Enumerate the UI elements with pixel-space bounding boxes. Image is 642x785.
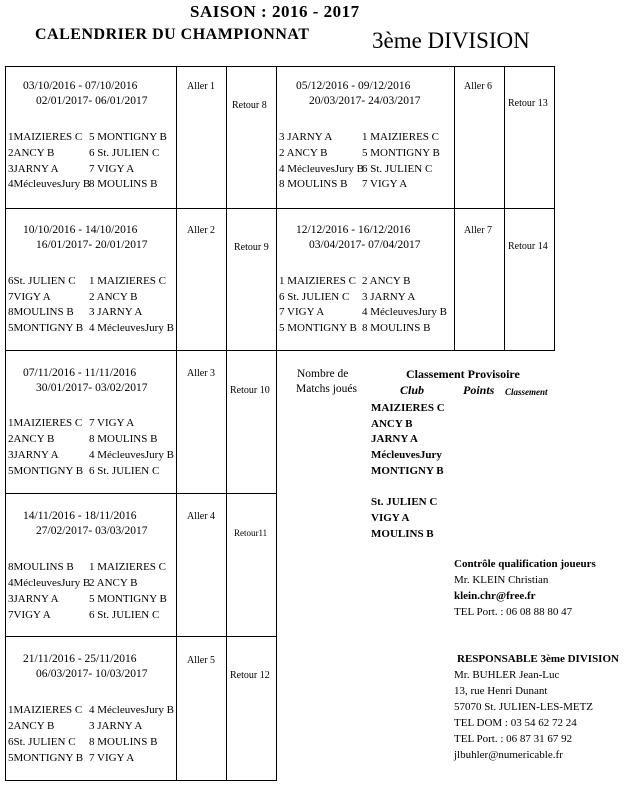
responsable-name: Mr. BUHLER Jean-Luc [454, 669, 560, 681]
home-team: 7VIGY A [8, 609, 51, 621]
standings-club: ANCY B [371, 418, 413, 430]
away-team: 6 St. JULIEN C [89, 609, 160, 621]
home-team: 6St. JULIEN C [8, 275, 76, 287]
round-dates-retour: 02/01/2017- 06/01/2017 [36, 95, 148, 107]
round-dates-aller: 12/12/2016 - 16/12/2016 [296, 224, 411, 236]
home-team: 2ANCY B [8, 433, 55, 445]
away-team: 5 MONTIGNY B [362, 147, 440, 159]
home-team: 1MAIZIERES C [8, 131, 83, 143]
away-team: 4 MécleuvesJury B [362, 306, 447, 318]
away-team: 7 VIGY A [89, 752, 135, 764]
round-aller-label: Aller 1 [187, 81, 216, 92]
responsable-title: RESPONSABLE 3ème DIVISION [457, 653, 619, 665]
round-retour-label: Retour 9 [234, 242, 269, 253]
round-dates-retour: 27/02/2017- 03/03/2017 [36, 525, 148, 537]
round-dates-aller: 21/11/2016 - 25/11/2016 [23, 653, 137, 665]
round-dates-retour: 20/03/2017- 24/03/2017 [309, 95, 421, 107]
away-team: 6 St. JULIEN C [89, 147, 160, 159]
away-team: 6 St. JULIEN C [362, 163, 433, 175]
home-team: 7VIGY A [8, 291, 51, 303]
round-aller-label: Aller 7 [464, 225, 493, 236]
away-team: 8 MOULINS B [89, 178, 158, 190]
away-team: 8 MOULINS B [362, 322, 431, 334]
col-points: Points [463, 383, 495, 397]
col-club: Club [400, 383, 425, 397]
standings-club: MONTIGNY B [371, 465, 444, 477]
round-aller-label: Aller 2 [187, 225, 216, 236]
home-team: 4 MécleuvesJury B [279, 163, 364, 175]
standings-club: MOULINS B [371, 528, 434, 540]
round-retour-label: Retour 13 [508, 98, 548, 109]
away-team: 5 MONTIGNY B [89, 131, 167, 143]
standings-club: MécleuvesJury [371, 449, 442, 461]
round-aller-label: Aller 6 [464, 81, 493, 92]
round-dates-retour: 30/01/2017- 03/02/2017 [36, 382, 148, 394]
standings-club: MAIZIERES C [371, 402, 445, 414]
home-team: 8 MOULINS B [279, 178, 348, 190]
round-retour-label: Retour 12 [230, 670, 270, 681]
round-aller-label: Aller 4 [187, 511, 216, 522]
round-aller-label: Aller 5 [187, 655, 216, 666]
home-team: 1MAIZIERES C [8, 704, 83, 716]
away-team: 8 MOULINS B [89, 736, 158, 748]
round-dates-aller: 07/11/2016 - 11/11/2016 [23, 367, 137, 379]
home-team: 4MécleuvesJury B [8, 178, 91, 190]
standings-club: VIGY A [371, 512, 410, 524]
responsable-phone-home: TEL DOM : 03 54 62 72 24 [454, 717, 577, 729]
home-team: 8MOULINS B [8, 306, 74, 318]
standings-club: St. JULIEN C [371, 496, 438, 508]
round-dates-retour: 06/03/2017- 10/03/2017 [36, 668, 148, 680]
away-team: 5 MONTIGNY B [89, 593, 167, 605]
home-team: 2ANCY B [8, 147, 55, 159]
matches-played-label: Nombre de [297, 368, 349, 380]
matches-played-label: Matchs joués [296, 383, 358, 395]
controle-phone: TEL Port. : 06 08 88 80 47 [454, 606, 573, 618]
home-team: 4MécleuvesJury B [8, 577, 91, 589]
responsable-email[interactable]: jlbuhler@numericable.fr [454, 749, 563, 761]
home-team: 3JARNY A [8, 449, 59, 461]
home-team: 1 MAIZIERES C [279, 275, 356, 287]
controle-email[interactable]: klein.chr@free.fr [454, 590, 536, 602]
round-dates-retour: 16/01/2017- 20/01/2017 [36, 239, 148, 251]
away-team: 7 VIGY A [89, 163, 135, 175]
away-team: 1 MAIZIERES C [89, 275, 166, 287]
round-dates-aller: 14/11/2016 - 18/11/2016 [23, 510, 137, 522]
championship-title: CALENDRIER DU CHAMPIONNAT [35, 26, 310, 43]
round-retour-label: Retour 8 [232, 100, 267, 111]
responsable-phone-mobile: TEL Port. : 06 87 31 67 92 [454, 733, 573, 745]
away-team: 2 ANCY B [362, 275, 411, 287]
standings-title: Classement Provisoire [406, 367, 520, 381]
away-team: 2 ANCY B [89, 291, 138, 303]
round-dates-aller: 03/10/2016 - 07/10/2016 [23, 80, 138, 92]
away-team: 3 JARNY A [89, 306, 143, 318]
home-team: 7 VIGY A [279, 306, 325, 318]
controle-title: Contrôle qualification joueurs [454, 558, 596, 570]
away-team: 4 MécleuvesJury B [89, 704, 174, 716]
away-team: 7 VIGY A [89, 417, 135, 429]
away-team: 1 MAIZIERES C [362, 131, 439, 143]
home-team: 1MAIZIERES C [8, 417, 83, 429]
home-team: 5MONTIGNY B [8, 752, 84, 764]
away-team: 7 VIGY A [362, 178, 408, 190]
away-team: 4 MécleuvesJury B [89, 449, 174, 461]
home-team: 3JARNY A [8, 593, 59, 605]
away-team: 4 MécleuvesJury B [89, 322, 174, 334]
away-team: 1 MAIZIERES C [89, 561, 166, 573]
home-team: 6 St. JULIEN C [279, 291, 350, 303]
home-team: 3 JARNY A [279, 131, 333, 143]
away-team: 3 JARNY A [362, 291, 416, 303]
home-team: 3JARNY A [8, 163, 59, 175]
responsable-address: 57070 St. JULIEN-LES-METZ [454, 701, 594, 713]
away-team: 2 ANCY B [89, 577, 138, 589]
home-team: 5MONTIGNY B [8, 322, 84, 334]
division-title: 3ème DIVISION [372, 28, 530, 53]
col-ranking: Classement [505, 387, 548, 397]
standings-club: JARNY A [371, 433, 418, 445]
home-team: 2ANCY B [8, 720, 55, 732]
home-team: 5 MONTIGNY B [279, 322, 357, 334]
round-retour-label: Retour 14 [508, 241, 548, 252]
away-team: 3 JARNY A [89, 720, 143, 732]
round-retour-label: Retour 10 [230, 385, 270, 396]
away-team: 6 St. JULIEN C [89, 465, 160, 477]
responsable-address: 13, rue Henri Dunant [454, 685, 548, 697]
controle-name: Mr. KLEIN Christian [454, 574, 549, 586]
home-team: 5MONTIGNY B [8, 465, 84, 477]
home-team: 2 ANCY B [279, 147, 328, 159]
home-team: 8MOULINS B [8, 561, 74, 573]
round-retour-label: Retour11 [234, 528, 268, 538]
round-dates-retour: 03/04/2017- 07/04/2017 [309, 239, 421, 251]
round-dates-aller: 10/10/2016 - 14/10/2016 [23, 224, 138, 236]
home-team: 6St. JULIEN C [8, 736, 76, 748]
season-title: SAISON : 2016 - 2017 [190, 2, 360, 21]
away-team: 8 MOULINS B [89, 433, 158, 445]
round-dates-aller: 05/12/2016 - 09/12/2016 [296, 80, 411, 92]
round-aller-label: Aller 3 [187, 368, 216, 379]
